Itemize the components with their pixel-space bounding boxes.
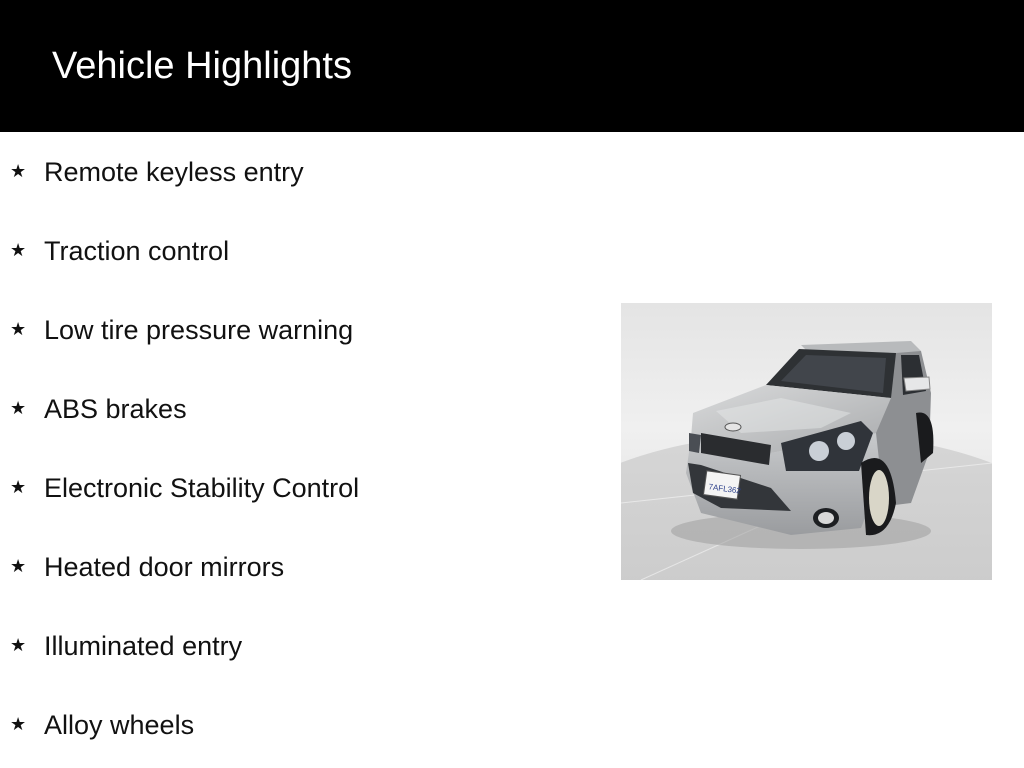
star-icon: ★ — [10, 714, 27, 735]
feature-label: ABS brakes — [44, 394, 187, 424]
feature-label: Heated door mirrors — [44, 552, 285, 582]
feature-item — [10, 705, 194, 745]
page-title: Vehicle Highlights — [52, 45, 352, 87]
car-illustration — [621, 303, 992, 580]
feature-item — [10, 626, 242, 666]
star-icon: ★ — [10, 240, 27, 261]
feature-label: Alloy wheels — [44, 710, 195, 740]
feature-item — [10, 231, 229, 271]
feature-item — [10, 547, 284, 587]
logo-badge — [725, 423, 741, 431]
wheel-hub — [869, 470, 889, 526]
feature-item — [10, 152, 304, 192]
star-icon: ★ — [10, 556, 27, 577]
headlight-left — [689, 433, 701, 453]
star-icon: ★ — [10, 477, 27, 498]
feature-item — [10, 310, 353, 350]
star-icon: ★ — [10, 635, 27, 656]
vehicle-photo — [621, 303, 992, 580]
feature-label: Electronic Stability Control — [44, 473, 360, 503]
star-icon: ★ — [10, 398, 27, 419]
star-icon: ★ — [10, 161, 27, 182]
feature-label: Illuminated entry — [44, 631, 243, 661]
star-icon: ★ — [10, 319, 27, 340]
side-mirror — [904, 377, 930, 391]
plate-text: 7AFL362 — [708, 482, 742, 496]
feature-label: Traction control — [44, 236, 230, 266]
feature-label: Low tire pressure warning — [44, 315, 354, 345]
feature-item — [10, 468, 359, 508]
header-bar — [0, 0, 1024, 132]
feature-label: Remote keyless entry — [44, 157, 304, 187]
feature-item — [10, 389, 187, 429]
